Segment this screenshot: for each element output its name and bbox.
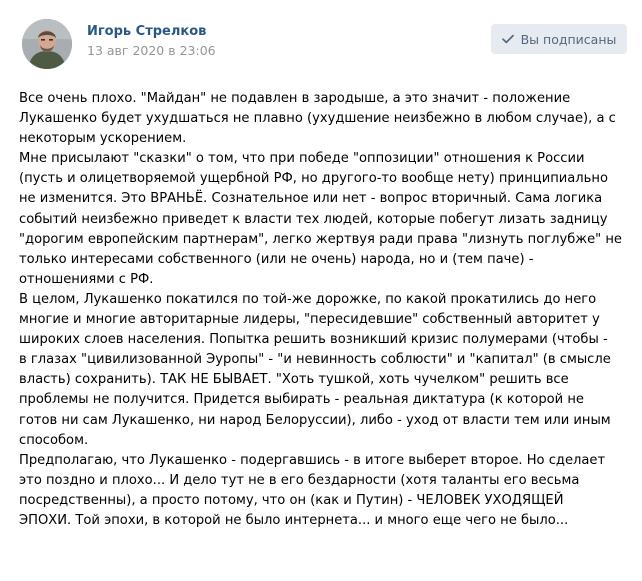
author-avatar[interactable] [22, 19, 72, 69]
text-line: отношениями с РФ. [19, 271, 154, 287]
text-line: это поздно и плохо... И дело тут не в его бездарности (хотя таланты его весьма [19, 472, 580, 488]
text-line: только интересами собственного (или не очень) народа, но и (тем паче) - [19, 251, 534, 267]
post-paragraph [19, 451, 631, 531]
text-line: посредственны), а просто потому, что он (как и Путин) - ЧЕЛОВЕК УХОДЯЩЕЙ [19, 492, 564, 508]
subscribed-button[interactable] [491, 24, 627, 54]
text-line: не изменится. Это ВРАНЬЁ. Сознательное или нет - вопрос вторичный. Сама логика [19, 191, 603, 207]
text-line: Предполагаю, что Лукашенко - подергавшись - в итоге выберет второе. Но сделает [19, 452, 606, 468]
text-line: (пусть и олицетворяемой ущербной РФ, но другого-то вообще нету) принципиально [19, 171, 608, 187]
post-paragraph [19, 89, 631, 149]
text-line: Мне присылают "сказки" о том, что при победе "оппозиции" отношения к России [19, 151, 585, 167]
text-line: некоторым ускорением. [19, 131, 187, 147]
subscribed-button-label: Вы подписаны [520, 31, 617, 47]
text-line: В целом, Лукашенко покатился по той-же дорожке, по какой прокатились до него [19, 291, 597, 307]
post-date-link[interactable]: 13 авг 2020 в 23:06 [87, 43, 216, 58]
text-line: способом. [19, 432, 89, 448]
text-line: многие и многие авторитарные лидеры, "пересидевшие" собственный авторитет у [19, 312, 600, 328]
text-line: ЭПОХИ. Той эпохи, в которой не было интернета... и много еще чего не было... [19, 512, 569, 528]
text-line: власть) сохранить). ТАК НЕ БЫВАЕТ. "Хоть тушкой, хоть чучелком" решить все [19, 372, 569, 388]
author-name-link[interactable]: Игорь Стрелков [87, 24, 207, 39]
text-line: событий неизбежно приведет к власти тех людей, которые побегут лизать задницу [19, 211, 608, 227]
text-line: широких слоев населения. Попытка решить возникший кризис полумерами (чтобы - [19, 332, 608, 348]
user-photo-icon [22, 19, 72, 69]
text-line: "дорогим европейским партнерам", легко жертвуя ради права "лизнуть поглубже" не [19, 231, 622, 247]
check-icon [502, 34, 514, 44]
post-text [19, 89, 631, 531]
post-paragraph [19, 149, 631, 290]
post-paragraph [19, 290, 631, 451]
text-line: проблемы не получится. Придется выбирать - реальная диктатура (к которой не [19, 392, 584, 408]
text-line: готов ни сам Лукашенко, ни народ Белоруссии), либо - уход от власти тем или иным [19, 412, 611, 428]
text-line: Лукашенко будет ухудшаться не плавно (ухудшение неизбежно в любом случае), а с [19, 111, 616, 127]
text-line: в глазах "цивилизованной Эуропы" - "и невинность соблюсти" и "капитал" (в смысле [19, 352, 611, 368]
text-line: Все очень плохо. "Майдан" не подавлен в зародыше, а это значит - положение [19, 91, 571, 106]
